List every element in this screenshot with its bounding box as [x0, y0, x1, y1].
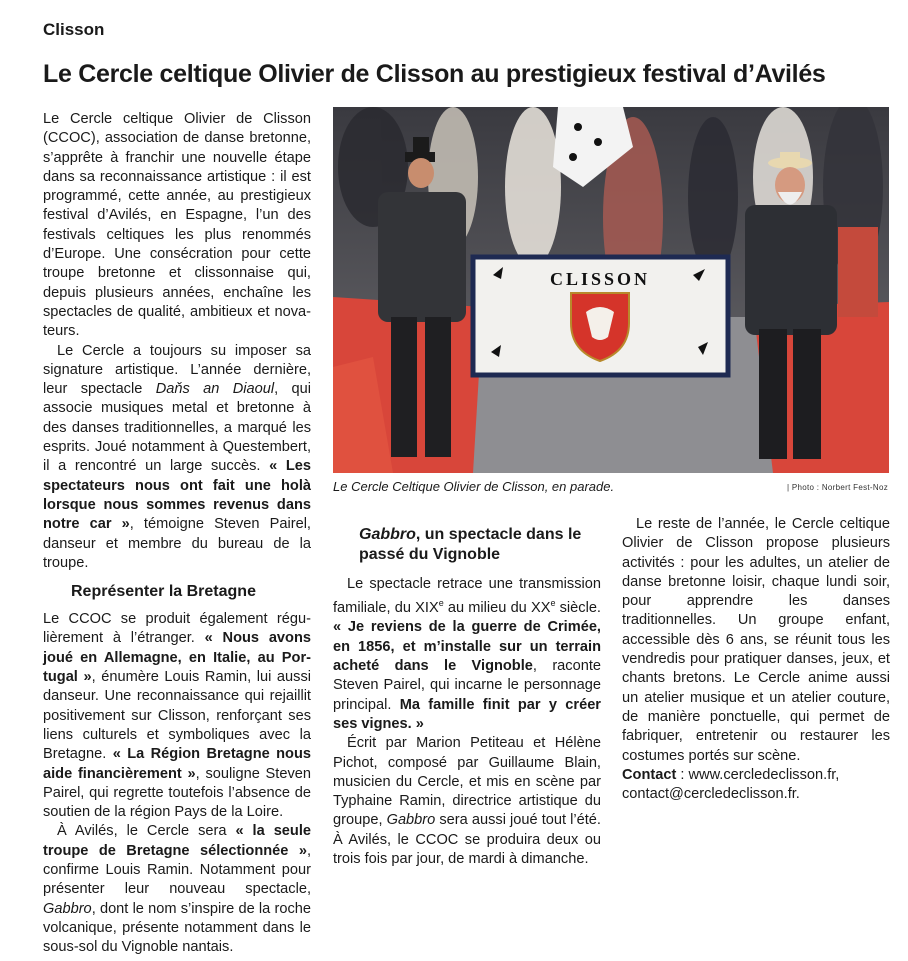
paragraph-text: Le CCOC se produit également régulièrement à l’étranger. [43, 611, 311, 647]
paragraph [43, 110, 311, 342]
banner-text: CLISSON [549, 269, 651, 289]
contact-email[interactable]: contact@cercledeclisson.fr. [622, 786, 800, 803]
quote: « Les spectateurs nous ont fait une holà lorsque nous sommes revenus dans notre car » [43, 458, 311, 533]
subheading: Représenter la Bretagne [71, 583, 256, 601]
paragraph-text: , dont le nom s’inspire de la roche volcanique, présente notamment dans le sous-sol du Vignoble nantais. [43, 900, 311, 956]
quote: Ma famille finit par y créer ses vignes. » [333, 696, 601, 732]
paragraph [43, 342, 311, 574]
photo-credit: | Photo : Norbert Fest-Noz [786, 483, 888, 492]
quote: « La Région Bretagne nous aide financièrement » [43, 746, 311, 782]
article-photo [333, 107, 889, 473]
paragraph [333, 734, 601, 869]
show-title: Gabbro [386, 812, 436, 829]
quote: « Je reviens de la guerre de Crimée, en 1856, et m’installe sur un terrain acheté dans le Vignoble [333, 619, 601, 675]
paragraph-text: À Avilés, le Cercle sera [57, 823, 236, 840]
subheading-text: , un spectacle dans le passé du Vignoble [359, 526, 582, 563]
parade-photo-illustration [333, 107, 889, 473]
photo-caption: Le Cercle Celtique Olivier de Clisson, en parade. [333, 479, 615, 494]
quote: « la seule troupe de Bretagne sélectionnée » [43, 823, 312, 859]
paragraph [43, 822, 311, 957]
paragraph-text: Le reste de l’année, le Cercle celtique Olivier de Clisson propose plusieurs activités : pour les adultes, un atelier de danse bretonne loisir, chaque lundi soir, pour apprendre les danses traditionnelles. Un groupe enfant, accessible dès 6 ans, se réunit tous les vendredis pour pratiquer danses, jeux, et chants bretons. Le Cercle anime aussi un atelier musique et un atelier couture, de manière ponctuelle, qui permet de fabriquer, entretenir ou restaurer les costumes portés sur scène. [622, 516, 890, 764]
show-title: Gabbro [359, 526, 416, 543]
paragraph-text: , témoigne Steven Pairel, danseur et membre du bureau de la troupe. [43, 516, 311, 571]
paragraph-text: au milieu du XX [443, 600, 551, 617]
paragraph-text: , qui associe musiques metal et bretonne à des danses traditionnelles, a marqué les esprits. Joué notamment à Questembert, il a rencontré un large succès. [43, 381, 311, 475]
show-title: Daňs an Diaoul [155, 381, 275, 398]
paragraph-text: Le Cercle celtique Olivier de Clisson (CCOC), association de danse bretonne, s’apprête à franchir une nouvelle étape dans sa reconnaissance artistique : il est programmé, cette année, au prestigieux festival d’Avilés, en Espagne, l’un des festivals celtiques les plus renommés d’Europe. Une consécration pour cette troupe bretonne et clissonnaise qui, depuis plusieurs années, enchaîne les spectacles de qualité, ambitieux et novateurs. [43, 111, 311, 340]
paragraph-text: Le spectacle retrace une transmission familiale, du XIX [333, 576, 601, 617]
paragraph-text: , raconte Steven Pairel, qui incarne le personnage principal. [333, 658, 601, 713]
paragraph-text: siècle. [555, 600, 601, 617]
article-column-2 [333, 515, 601, 869]
paragraph-text: Le Cercle a toujours su imposer sa signature artistique. L’année dernière, leur spectacle [43, 342, 311, 398]
paragraph-text: , confirme Louis Ramin. Notamment pour présenter leur nouveau spectacle, [43, 842, 311, 898]
quote: « Nous avons joué en Allemagne, en Italie, au Portugal » [43, 630, 311, 686]
contact-block [622, 766, 890, 805]
article-column-3 [622, 515, 890, 804]
contact-website[interactable]: www.cercledeclisson.fr, [688, 766, 840, 783]
article-column-1 [43, 110, 311, 957]
subheading [359, 525, 601, 565]
paragraph-text: , énumère Louis Ramin, lui aussi danseur. Une reconnaissance qui rejaillit positivement sur Clisson, renforçant ses liens culturels et symboliques avec la Bretagne. [43, 669, 311, 763]
section-label: Clisson [43, 20, 105, 39]
paragraph [43, 610, 311, 822]
show-title: Gabbro [43, 900, 92, 917]
paragraph [333, 575, 601, 734]
paragraph-text: , souligne Steven Pairel, qui regrette toutefois l’absence de soutien de la région Pays de la Loire. [43, 765, 311, 821]
article-headline: Le Cercle celtique Olivier de Clisson au prestigieux festival d’Avilés [43, 60, 826, 88]
paragraph [622, 515, 890, 766]
paragraph-text: sera aussi joué tout l’été. À Avilés, le CCOC se produira deux ou trois fois par jour, de mardi à dimanche. [333, 812, 601, 868]
contact-separator: : [676, 766, 689, 783]
contact-label: Contact [622, 766, 677, 783]
superscript: e [550, 598, 556, 609]
paragraph-text: Écrit par Marion Petiteau et Hélène Pichot, composé par Guillaume Blain, musicien du Cercle, et mis en scène par Typhaine Ramin, directrice artistique du groupe, [333, 735, 601, 829]
superscript: e [438, 598, 444, 609]
